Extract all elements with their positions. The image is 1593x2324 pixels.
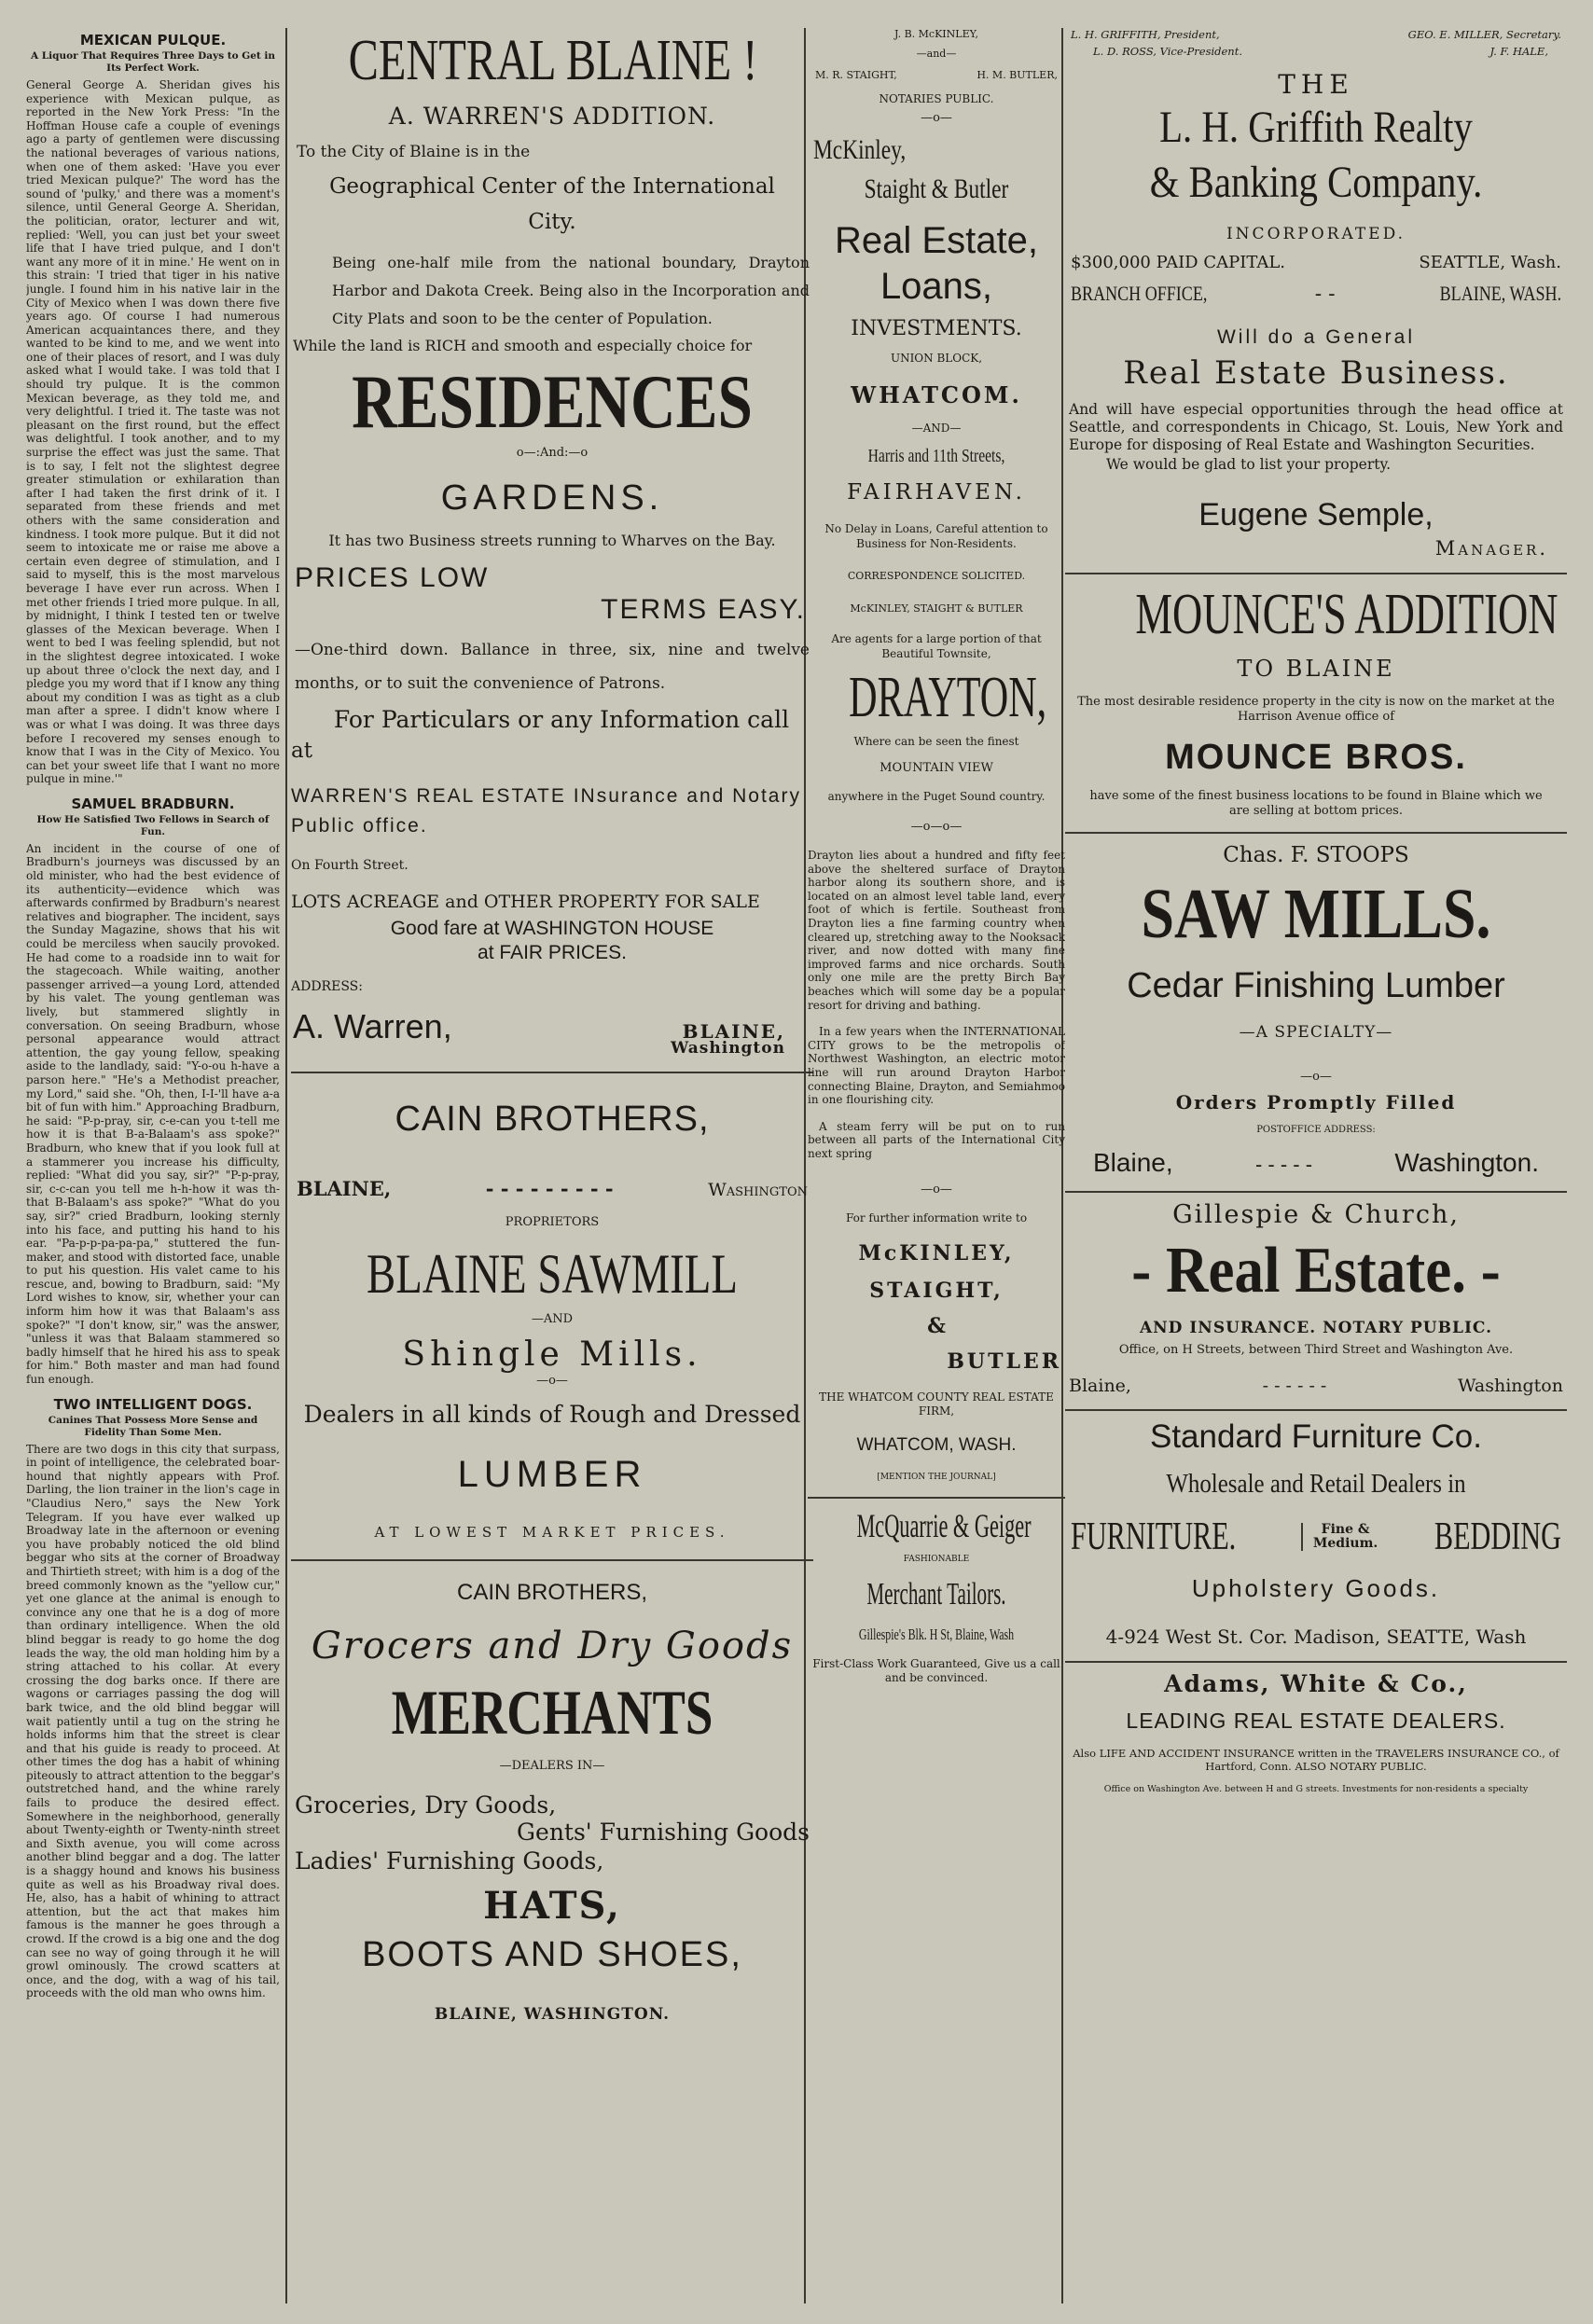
furniture-line bbox=[1065, 1515, 1567, 1559]
ad-headline: Adams, White & Co., bbox=[1164, 1670, 1468, 1697]
ad-paragraph: And will have especial opportunities through the head office at Seattle, and correspondents in Chicago, St. Louis, New York and Europe for disposing of Real Estate and Washington Securities. bbox=[1069, 401, 1563, 453]
ad-text: Blaine, bbox=[1069, 1376, 1131, 1396]
ad-text: Are agents for a large portion of that Beautiful Townsite, bbox=[831, 632, 1042, 660]
ad-text: To the City of Blaine is in the bbox=[297, 143, 531, 161]
drayton-heading: DRAYTON, bbox=[849, 666, 1047, 729]
ad-headline: CAIN BROTHERS, bbox=[395, 1100, 710, 1139]
ad-text: LUMBER bbox=[457, 1454, 647, 1495]
merchants-heading: MERCHANTS bbox=[391, 1677, 713, 1748]
ad-text: PRICES LOW bbox=[295, 562, 490, 593]
address-line bbox=[1065, 1148, 1567, 1178]
ad-text: - - bbox=[1314, 283, 1336, 306]
ad-text: McKINLEY, STAIGHT & BUTLER bbox=[850, 602, 1023, 615]
ad-text: Gents' Furnishing Goods bbox=[517, 1819, 810, 1846]
ad-text: No Delay in Loans, Careful attention to Business for Non-Residents. bbox=[824, 522, 1048, 550]
saw-mills-heading: SAW MILLS. bbox=[1141, 875, 1491, 953]
ad-text: [MENTION THE JOURNAL] bbox=[877, 1473, 996, 1483]
ad-text: First-Class Work Guaranteed, Give us a call and be convinced. bbox=[812, 1657, 1060, 1685]
ad-text: UNION BLOCK, bbox=[890, 352, 983, 365]
ad-headline: Merchant Tailors. bbox=[866, 1577, 1006, 1612]
ad-text: - - - - - bbox=[1254, 1153, 1313, 1176]
ad-text: LEADING REAL ESTATE DEALERS. bbox=[1126, 1708, 1506, 1733]
ad-text: AND INSURANCE. NOTARY PUBLIC. bbox=[1139, 1319, 1493, 1337]
ad-text: FASHIONABLE bbox=[903, 1555, 970, 1565]
ad-text: —One-third down. Ballance in three, six, nine and twelve months, or to suit the convenience of Patrons. bbox=[295, 641, 810, 693]
ad-text: —o—o— bbox=[910, 820, 963, 834]
ad-text: A. Warren, bbox=[293, 1007, 452, 1045]
article-title: SAMUEL BRADBURN. bbox=[71, 795, 235, 812]
ad-footer: BLAINE, WASHINGTON. bbox=[434, 2005, 671, 2024]
divider bbox=[291, 1559, 813, 1561]
article-title: MEXICAN PULQUE. bbox=[79, 32, 227, 48]
ad-text: It has two Business streets running to Wharves on the Bay. bbox=[328, 532, 776, 549]
ad-text: STAIGHT, bbox=[869, 1279, 1004, 1304]
ad-text: Gillespie's Blk. H St, Blaine, Wash bbox=[858, 1625, 1015, 1644]
ad-headline: L. H. Griffith Realty bbox=[1159, 103, 1473, 152]
ad-text: H. M. BUTLER, bbox=[977, 69, 1058, 81]
ad-text: at bbox=[291, 739, 312, 763]
ad-text: - - - - - - bbox=[1262, 1376, 1327, 1396]
ad-text: J. F. HALE, bbox=[1489, 45, 1548, 58]
article-title: TWO INTELLIGENT DOGS. bbox=[53, 1395, 253, 1413]
ad-text: —and— bbox=[916, 48, 957, 60]
ad-text: Chas. F. STOOPS bbox=[1223, 843, 1409, 867]
ad-text: GEO. E. MILLER, Secretary. bbox=[1407, 28, 1561, 41]
capital-line bbox=[1065, 253, 1567, 272]
ad-text: Fine & Medium. bbox=[1301, 1523, 1385, 1551]
ad-text: Ladies' Furnishing Goods, bbox=[295, 1847, 604, 1874]
ad-text: Harris and 11th Streets, bbox=[867, 446, 1005, 466]
ad-headline: Cedar Finishing Lumber bbox=[1127, 966, 1505, 1005]
ad-headline: Standard Furniture Co. bbox=[1149, 1418, 1482, 1455]
ad-text: Washington bbox=[1458, 1376, 1563, 1396]
ad-text: THE bbox=[1278, 69, 1354, 100]
ad-paragraph: A steam ferry will be put on to run between all parts of the International City next spring bbox=[808, 1119, 1065, 1160]
ad-text: Also LIFE AND ACCIDENT INSURANCE written in the TRAVELERS INSURANCE CO., of Hartford, Conn. ALSO NOTARY PUBLIC. bbox=[1073, 1747, 1559, 1773]
article-body: An incident in the course of one of Bradburn's journeys was discussed by an old minister, who had the best evidence of its authenticity—evidence which was afterwards confirmed by Bradburn's nearest relatives and biographer. The incident, says the Sunday Magazine, shows that his wit could be merciless when saucily provoked. He had come to a roadside inn to wait for the stagecoach. While waiting, another passenger arrived—a young Lord, attended by his valet. The young gentleman was lively, but stammered slightly in conversation. On seeing Bradburn, whose personal appearance would attract attention, the gay young fellow, speaking aside to the landlady, said: "Y-o-ou h-have a parson here." "He's a Methodist preacher, my Lord," said she. "Oh, then, I-I-'ll have a-a bit of fun with him." Approaching Bradburn, he said: "P-p-pray, sir, c-e-can you t-tell me how it is that B-a-Balaam's ass spoke?" Bradburn, who knew that if you look full at a stammerer you increase his difficulty, replied: "What did you say, sir?" "P-p-pray, sir, c-c-can you tell me h-h-how it was th-that B-Balaam's ass spoke?" "What do you say, sir?" cried Bradburn, looking sternly into his face, and putting his hand to his ear. "Pa-p-p-pa-pa-pa," stuttered the fun-maker, and stood with distorted face, unable to put his question. His valet came to his rescue, and, bowing to Bradburn, said: "My Lord wishes to know, sir, whether your can inform him how it was that Balaam's ass spoke?" "I don't know, sir," was the answer, "unless it was that Balaam stammered so badly himself that he hired his ass to speak for him." Both master and man had found fun enough. bbox=[26, 841, 280, 1387]
ad-text: L. H. GRIFFITH, President, bbox=[1071, 28, 1220, 41]
article-body: General George A. Sheridan gives his experience with Mexican pulque, as reported in the New York Press: "In the Hoffman House cafe a couple of evenings ago a party of gentlemen were discussing the national beverages of various nations, when one of them asked: 'Have you ever tried Mexican pulque?' The word has the sound of 'pulky,' and there was a moment's silence, until General George A. Sheridan, the politician, orator, lecturer and wit, replied: 'Well, you can just bet your sweet life that I have tried pulque, and I don't want any more of it in mine.' He went on in this strain: 'I tried that tiger in his native jungle. I found him in his native lair in the City of Mexico when I was down there five years ago. Of course I had numerous American acquaintances there, and they wanted to be kind to me, and we went into one of their places of resort, and I was duly asked what I would take. I was told that I should try pulque. It is the common Mexican beverage, as they told me, and very delightful. I tried it. The taste was not pleasant on the first round, but the effect was delightful. I took another, and to my surprise the effect was just the same. That is to say, I felt not the slightest degree greater stimulation or exhilaration than after I had taken the first drink of it. I separated from these friends and met others with the same consideration and kindness. I took more pulque. But it did not seem to intoxicate me or raise me above a certain even degree of stimulation, and I said to myself, this is the most marvelous beverage I have ever run across. When I met other friends I tried more pulque. In all, by midnight, I think I tested ten or twelve glasses of the Mexican beverage. When I went to bed I was feeling splendid, but not in the slightest degree intoxicated. I woke up about three o'clock the next day, and I pledge you my word that if I know any thing about my condition I was as tight as a club man after a spree. I didn't know where I was or what I was doing. It was three days before I recovered my senses enough to know that I was in the City of Mexico. You can bet your sweet life that I want no more pulque in mine.'" bbox=[26, 78, 280, 786]
officers-line bbox=[1065, 45, 1567, 58]
ad-text: —o— bbox=[921, 111, 952, 125]
ad-text: Shingle Mills. bbox=[402, 1335, 702, 1374]
ad-text: Office, on H Streets, between Third Street and Washington Ave. bbox=[1118, 1343, 1514, 1357]
ad-headline: McQuarrie & Geiger bbox=[856, 1507, 1032, 1545]
real-estate-heading: - Real Estate. - bbox=[1131, 1235, 1501, 1307]
ad-text: INVESTMENTS. bbox=[851, 317, 1022, 340]
divider bbox=[808, 1497, 1065, 1499]
news-column bbox=[26, 28, 280, 2313]
ad-text: McKINLEY, bbox=[858, 1241, 1015, 1266]
ad-text: TO BLAINE bbox=[1237, 656, 1395, 682]
ad-text: BLAINE, bbox=[297, 1177, 392, 1200]
ad-text: TERMS EASY. bbox=[601, 594, 806, 625]
ad-text: PROPRIETORS bbox=[505, 1215, 600, 1229]
ad-text: have some of the finest business locations to be found in Blaine which we are selling at bottom prices. bbox=[1089, 789, 1543, 818]
ad-text: MOUNTAIN VIEW bbox=[880, 761, 993, 775]
ad-text: Upholstery Goods. bbox=[1191, 1574, 1441, 1602]
column-rule bbox=[285, 28, 287, 2303]
divider bbox=[1065, 1661, 1567, 1663]
ad-text: Washington. bbox=[1394, 1148, 1539, 1177]
ad-text: WHATCOM, WASH. bbox=[856, 1435, 1017, 1456]
realty-ad-column bbox=[1065, 28, 1567, 2313]
ad-text: Wholesale and Retail Dealers in bbox=[1166, 1469, 1466, 1499]
warren-ad-column bbox=[291, 28, 813, 2313]
ad-headline: Staight & Butler bbox=[864, 173, 1009, 204]
ad-text: —o— bbox=[536, 1374, 568, 1388]
gardens-heading: GARDENS. bbox=[440, 478, 664, 518]
mounce-heading: MOUNCE'S ADDITION bbox=[1135, 583, 1558, 646]
ad-text: While the land is RICH and smooth and especially choice for bbox=[293, 337, 753, 354]
ad-text: LOTS ACREAGE and OTHER PROPERTY FOR SALE bbox=[291, 892, 760, 912]
ad-text: FAIRHAVEN. bbox=[847, 480, 1026, 505]
ad-text: Dealers in all kinds of Rough and Dressed bbox=[303, 1401, 801, 1428]
ad-text: AT LOWEST MARKET PRICES. bbox=[374, 1524, 730, 1541]
ad-text: at FAIR PRICES. bbox=[478, 942, 627, 963]
ad-text: CAIN BROTHERS, bbox=[456, 1580, 648, 1605]
ad-headline: MOUNCE BROS. bbox=[1165, 738, 1467, 777]
ad-text: Orders Promptly Filled bbox=[1175, 1091, 1457, 1114]
ad-text: —A SPECIALTY— bbox=[1239, 1023, 1393, 1042]
ad-text: Office on Washington Ave. between H and G streets. Investments for non-residents a specialty bbox=[1103, 1784, 1529, 1794]
ad-text: M. R. STAIGHT, bbox=[815, 69, 897, 81]
ad-text: & bbox=[927, 1314, 946, 1339]
ad-text: Gillespie & Church, bbox=[1172, 1200, 1460, 1229]
ad-text: J. B. McKINLEY, bbox=[894, 28, 978, 40]
ad-text: Groceries, Dry Goods, bbox=[295, 1791, 557, 1819]
ad-text: BUTLER bbox=[947, 1349, 1061, 1375]
ad-text: For further information write to bbox=[845, 1211, 1028, 1225]
divider bbox=[1065, 832, 1567, 834]
ad-text: Washington bbox=[708, 1180, 808, 1200]
location-line bbox=[291, 1177, 813, 1200]
ad-text: 4-924 West St. Cor. Madison, SEATTE, Wash bbox=[1105, 1625, 1527, 1648]
divider bbox=[1065, 1409, 1567, 1411]
ad-text: The most desirable residence property in the city is now on the market at the Harrison Avenue office of bbox=[1077, 695, 1555, 724]
ad-text: FURNITURE. bbox=[1071, 1515, 1237, 1558]
ad-text: Being one-half mile from the national boundary, Drayton Harbor and Dakota Creek. Being also in the Incorporation and City Plats and soon to be the center of Population. bbox=[332, 254, 810, 327]
ad-text: —o— bbox=[1300, 1070, 1332, 1084]
address-town bbox=[671, 1020, 785, 1058]
article-subtitle: Canines That Possess More Sense and Fidelity Than Some Men. bbox=[48, 1414, 258, 1438]
ad-text: o—:And:—o bbox=[516, 446, 589, 460]
ad-text: L. D. ROSS, Vice-President. bbox=[1093, 45, 1242, 58]
ad-text: INCORPORATED. bbox=[1226, 225, 1406, 243]
ad-text: $300,000 PAID CAPITAL. bbox=[1071, 253, 1286, 272]
ad-text: Blaine, bbox=[1093, 1148, 1173, 1177]
ad-paragraph: In a few years when the INTERNATIONAL CITY grows to be the metropolis of Northwest Washington, an electric motor line will run around Drayton Harbor connecting Blaine, Drayton, and Semiahmoo in one flourishing city. bbox=[808, 1025, 1065, 1107]
ad-text: WARREN'S REAL ESTATE INsurance and Notary Public office. bbox=[291, 785, 801, 837]
ad-text: We would be glad to list your property. bbox=[1106, 456, 1392, 473]
ad-text: Where can be seen the finest bbox=[853, 735, 1019, 748]
ad-text: - - - - - - - - - bbox=[485, 1177, 614, 1200]
ad-text: NOTARIES PUBLIC. bbox=[879, 92, 994, 105]
ad-headline: Real Estate, bbox=[835, 220, 1038, 261]
ad-text: SEATTLE, Wash. bbox=[1419, 253, 1561, 272]
officers-line bbox=[1065, 28, 1567, 41]
ad-text: —AND bbox=[531, 1312, 574, 1326]
ad-text: BOOTS AND SHOES, bbox=[362, 1935, 742, 1974]
ad-text: —o— bbox=[921, 1183, 952, 1197]
ad-text: On Fourth Street. bbox=[291, 858, 409, 873]
divider bbox=[1065, 573, 1567, 574]
branch-line bbox=[1065, 282, 1567, 306]
ad-text: anywhere in the Puget Sound country. bbox=[827, 790, 1046, 803]
ad-text: Eugene Semple, bbox=[1198, 497, 1434, 533]
address-line bbox=[1065, 1376, 1567, 1396]
ad-text: For Particulars or any Information call bbox=[333, 706, 790, 733]
ad-headline: Loans, bbox=[880, 266, 993, 307]
ad-text: Manager. bbox=[1434, 537, 1548, 560]
ad-text: BLAINE, WASH. bbox=[1439, 282, 1561, 305]
partners-line bbox=[808, 69, 1065, 81]
ad-subheadline: A. WARREN'S ADDITION. bbox=[388, 103, 716, 130]
article-body: There are two dogs in this city that surpass, in point of intelligence, the celebrated boar-hound that nightly appears with Prof. Darling, the lion trainer in the lion's cage in "Claudius Nero," says the New York Telegram. If you have ever walked up Broadway late in the afternoon or evening you have probably noticed the old blind beggar who sits at the corner of Broadway and Thirtieth street; with him is a dog of the breed commonly known as the "yellow cur," yet one glance at the animal is enough to convince any one that he is a dog of more than ordinary intelligence. When the old blind beggar is ready to go home the dog leads the way, the old man holding him by a string attached to his collar. At every crossing the dog barks once. If there are wagons or carriages passing the dog will bark twice, and the old blind beggar will wait patiently until a tug on the string he holds informs him that the street is clear and that his guide is ready to proceed. At other times the dog has a habit of whining piteously to attract attention to the beggar's outstretched hand, and the whine rarely fails to produce the desired effect. Somewhere in the neighborhood, generally about Twenty-eighth or Twenty-ninth street and Sixth avenue, you will come across another blind beggar and a dog. The latter is a shaggy hound and knows his business quite as well as his Broadway rival does. He, also, has a habit of whining to attract attention, but the act that makes him famous is the manner he goes through a crowd. If the crowd is a big one and the dog can see no way of going through it he will growl ominously. The crowd scatters at once, and the dog, with a wag of his tail, proceeds with the old man who owns him. bbox=[26, 1442, 280, 2000]
ad-text: THE WHATCOM COUNTY REAL ESTATE FIRM, bbox=[819, 1390, 1054, 1418]
ad-text: Geographical Center of the International City. bbox=[329, 174, 775, 234]
ad-text: POSTOFFICE ADDRESS: bbox=[1256, 1125, 1376, 1135]
address-line bbox=[291, 1007, 813, 1057]
article-subtitle: A Liquor That Requires Three Days to Get in Its Perfect Work. bbox=[30, 50, 276, 74]
ad-text: BRANCH OFFICE, bbox=[1071, 282, 1208, 305]
ad-text: BEDDING bbox=[1434, 1515, 1561, 1558]
ad-text: —DEALERS IN— bbox=[499, 1759, 605, 1773]
ad-text: BLAINE, bbox=[682, 1020, 785, 1043]
ad-text: Will do a General bbox=[1216, 326, 1416, 348]
residences-heading: RESIDENCES bbox=[352, 359, 753, 444]
ad-headline: Grocers and Dry Goods bbox=[311, 1625, 794, 1667]
ad-text: Washington bbox=[671, 1039, 785, 1058]
ad-paragraph: Drayton lies about a hundred and fifty feet above the sheltered surface of Drayton harbor along its southern shore, and is located on an almost level table land, every foot of which is fertile. Southeast from Drayton lies a fine farming country when cleared up, stretching away to the Nooksack river, and now dotted with many fine improved farms and nice orchards. South only one mile are the pretty Birch Bay beaches which will some day be a popular resort for driving and bathing. bbox=[808, 849, 1065, 1012]
mckinley-ad-column bbox=[808, 28, 1065, 2313]
sawmill-heading: BLAINE SAWMILL bbox=[367, 1243, 738, 1305]
divider bbox=[1065, 1191, 1567, 1193]
ad-headline: Real Estate Business. bbox=[1123, 354, 1509, 392]
article-subtitle: How He Satisfied Two Fellows in Search of Fun. bbox=[36, 813, 270, 837]
ad-text: ADDRESS: bbox=[291, 979, 363, 994]
ad-headline: & Banking Company. bbox=[1149, 158, 1483, 207]
divider bbox=[291, 1072, 813, 1073]
ad-text: CORRESPONDENCE SOLICITED. bbox=[847, 570, 1026, 582]
ad-text: HATS, bbox=[483, 1884, 621, 1928]
ad-text: —AND— bbox=[911, 422, 962, 435]
ad-headline: CENTRAL BLAINE ! bbox=[348, 29, 758, 92]
ad-headline: McKinley, bbox=[813, 134, 907, 165]
ad-text: WHATCOM. bbox=[851, 381, 1022, 408]
ad-text: Good fare at WASHINGTON HOUSE bbox=[390, 918, 714, 939]
